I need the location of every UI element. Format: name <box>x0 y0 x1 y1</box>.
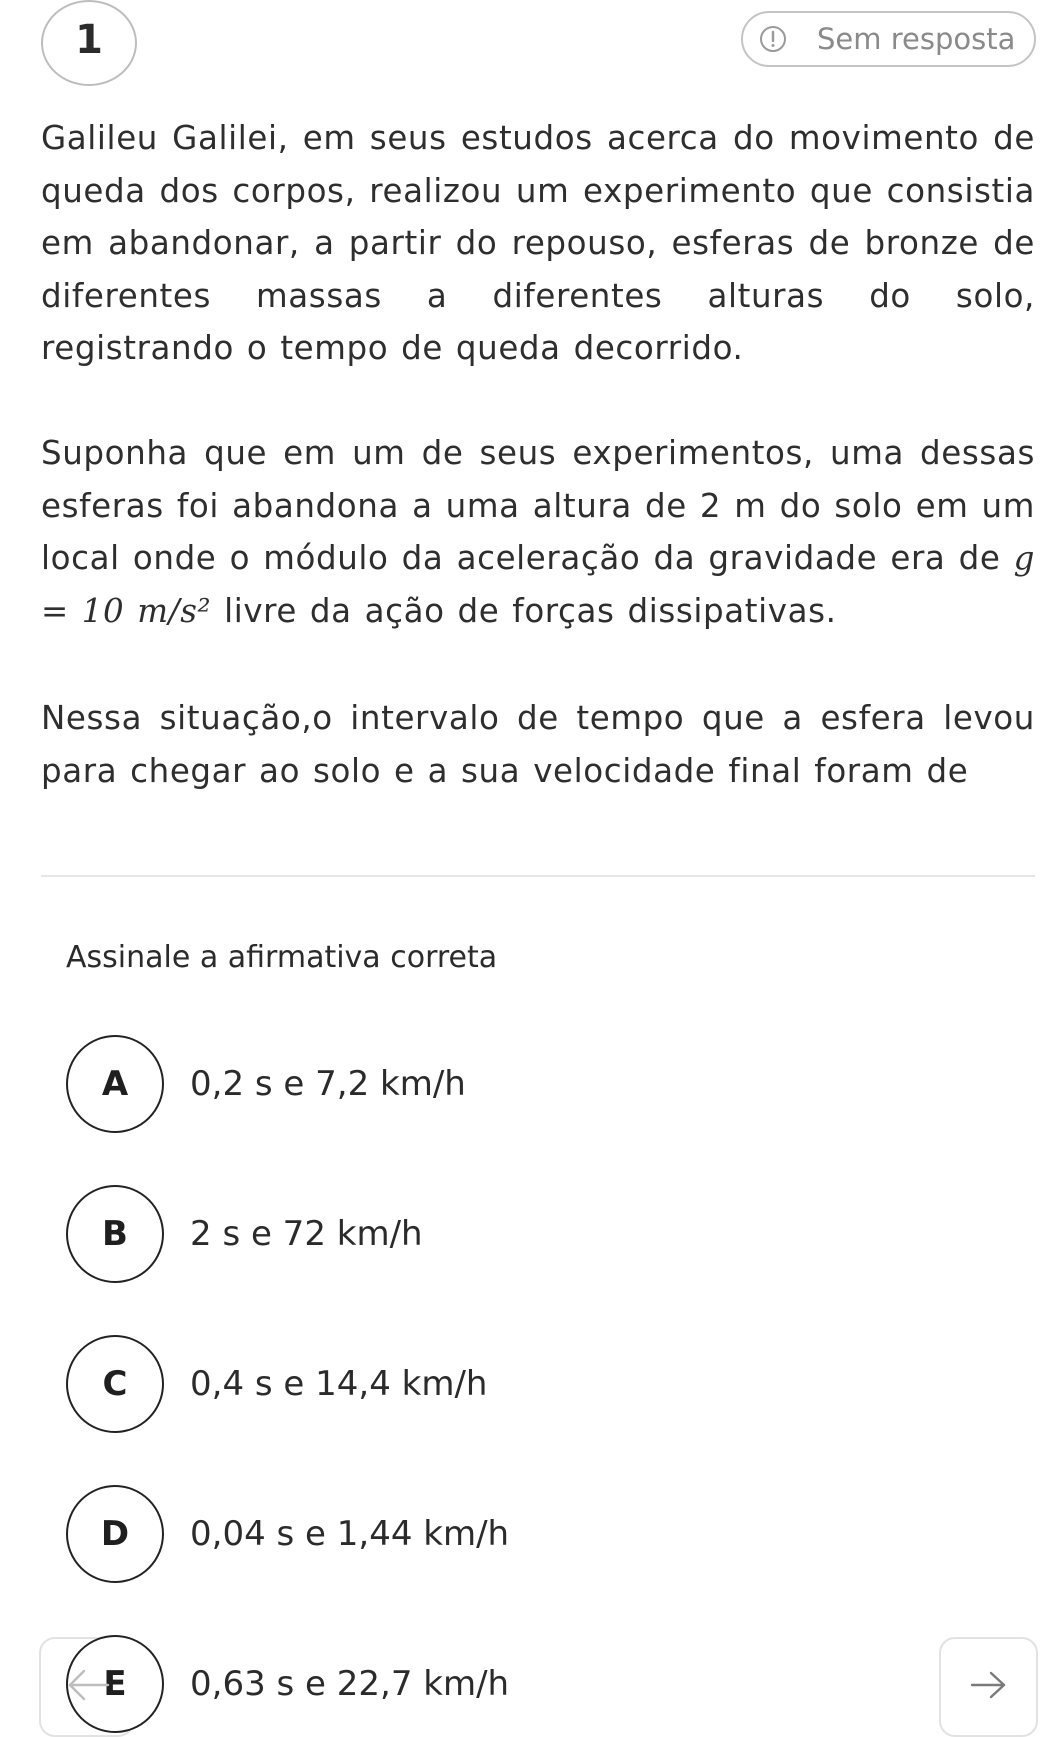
option-letter: D <box>66 1485 164 1583</box>
arrow-right-icon <box>969 1667 1009 1707</box>
option-text: 0,4 s e 14,4 km/h <box>190 1364 488 1404</box>
question-paragraph-3: Nessa situação,o intervalo de tempo que a esfera levou para chegar ao solo e a sua velocidade final foram de <box>41 699 1035 790</box>
answer-status-badge <box>741 11 1036 67</box>
divider <box>41 875 1035 877</box>
option-text: 0,63 s e 22,7 km/h <box>190 1664 510 1704</box>
arrow-left-icon[interactable] <box>64 1665 112 1705</box>
option-a[interactable] <box>66 1034 966 1134</box>
instruction-text: Assinale a afirmativa correta <box>66 940 498 975</box>
question-paragraph-2 <box>41 427 1035 637</box>
option-letter: C <box>66 1335 164 1433</box>
option-letter: E <box>66 1635 164 1733</box>
option-b[interactable] <box>66 1184 966 1284</box>
gravity-formula: g = 10 m/s² <box>41 539 1035 630</box>
option-text: 2 s e 72 km/h <box>190 1214 423 1254</box>
option-text: 0,2 s e 7,2 km/h <box>190 1064 466 1104</box>
question-number: 1 <box>41 0 137 86</box>
option-d[interactable] <box>66 1484 966 1584</box>
question-paragraph-2-end: livre da ação de forças dissipativas. <box>224 591 837 630</box>
next-question-button[interactable] <box>939 1637 1038 1737</box>
alert-circle-icon <box>759 25 787 53</box>
option-e[interactable] <box>66 1634 966 1734</box>
option-letter: B <box>66 1185 164 1283</box>
question-paragraph-1: Galileu Galilei, em seus estudos acerca do movimento de queda dos corpos, realizou um experimento que consistia em abandonar, a partir do repouso, esferas de bronze de diferentes massas a diferentes alturas do solo, registrando o tempo de queda decorrido. <box>41 119 1035 367</box>
option-text: 0,04 s e 1,44 km/h <box>190 1514 510 1554</box>
question-paragraph-2-text: Suponha que em um de seus experimentos, uma dessas esferas foi abandona a uma altura de 2 m do solo em um local onde o módulo da aceleração da gravidade era de <box>41 434 1035 577</box>
option-c[interactable] <box>66 1334 966 1434</box>
option-letter: A <box>66 1035 164 1133</box>
status-label: Sem resposta <box>817 22 1016 56</box>
